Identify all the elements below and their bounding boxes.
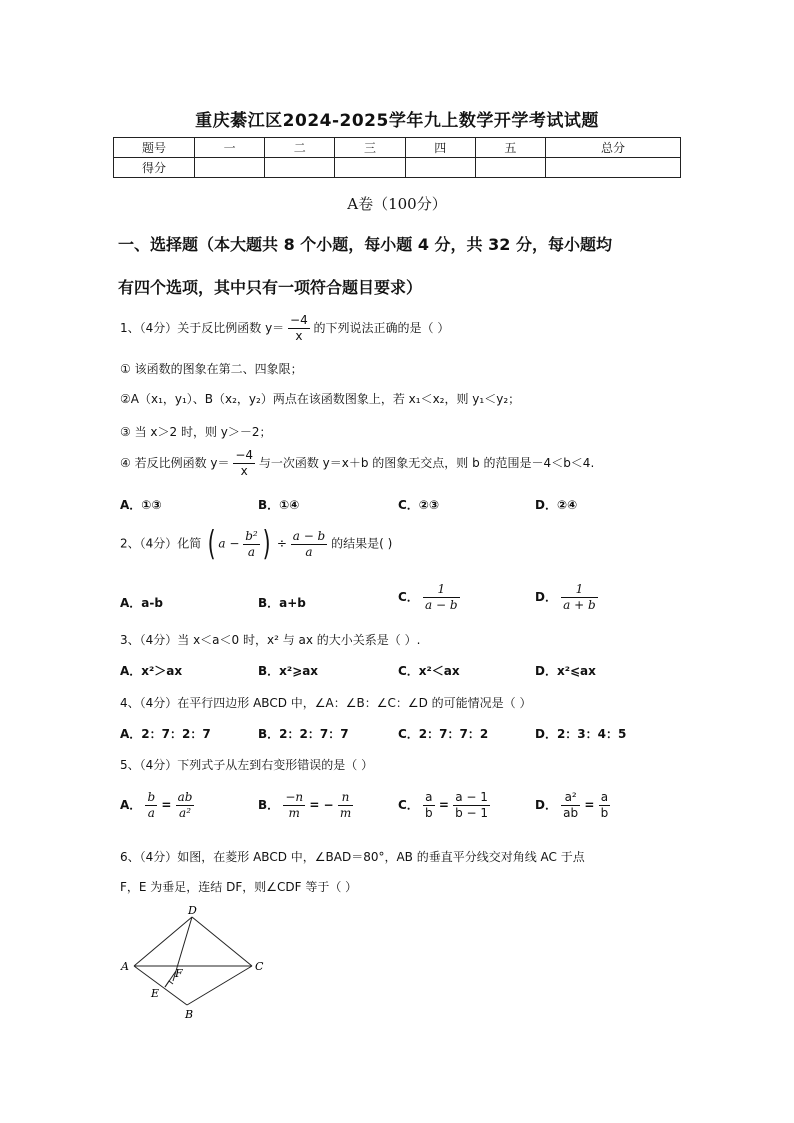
q5-option-c[interactable]: C． $\frac{a}{b}$ = $\frac{a - 1}{b - 1}$ bbox=[398, 790, 488, 820]
q4-option-a[interactable]: A．2：7：2：7 bbox=[120, 727, 211, 741]
section-heading-line2: 有四个选项，其中只有一项符合题目要求） bbox=[118, 278, 423, 297]
q1-statement-4: ④ 若反比例函数 y＝ $\frac{-4}{x}$ 与一次函数 y＝x＋b 的图象无交点，则 b 的范围是－4＜b＜4. bbox=[120, 448, 595, 478]
label-b: B bbox=[185, 1008, 194, 1021]
question-6-line2: F，E 为垂足，连结 DF，则∠CDF 等于（ ） bbox=[120, 880, 358, 894]
label-c: C bbox=[255, 960, 264, 973]
score-cell: 一 bbox=[195, 138, 265, 158]
score-input-cell[interactable] bbox=[475, 158, 545, 178]
label-a: A bbox=[121, 960, 129, 973]
volume-heading: A卷（100分） bbox=[347, 195, 447, 213]
q1-option-d[interactable]: D．②④ bbox=[535, 498, 578, 512]
fraction: $\frac{-4}{x}$ bbox=[290, 313, 308, 343]
score-cell: 四 bbox=[405, 138, 475, 158]
score-input-cell[interactable] bbox=[265, 158, 335, 178]
label-e: E bbox=[151, 987, 160, 1000]
q1-option-b[interactable]: B．①④ bbox=[258, 498, 300, 512]
question-2: 2、（4分）化简 ( a − $\frac{\text{b²}}{a}$ ) ÷ $\frac{a - b}{a}$ 的结果是( ) bbox=[120, 524, 393, 564]
score-cell: 五 bbox=[475, 138, 545, 158]
side-cb bbox=[187, 966, 252, 1005]
q1-statement-2: ②A（x₁，y₁）、B（x₂，y₂）两点在该函数图象上，若 x₁＜x₂，则 y₁＜y₂； bbox=[120, 392, 521, 406]
q2-option-a[interactable]: A．a-b bbox=[120, 596, 163, 610]
fraction: $\frac{\text{b²}}{a}$ bbox=[245, 528, 258, 559]
q4-option-c[interactable]: C．2：7：7：2 bbox=[398, 727, 489, 741]
q2-option-c[interactable]: C． $\frac{1}{a - b}$ bbox=[398, 582, 458, 612]
side-ad bbox=[134, 917, 192, 966]
q4-option-b[interactable]: B．2：2：7：7 bbox=[258, 727, 349, 741]
score-input-cell[interactable] bbox=[546, 158, 681, 178]
q1-option-c[interactable]: C．②③ bbox=[398, 498, 440, 512]
q1-statement-3: ③ 当 x＞2 时，则 y＞－2； bbox=[120, 425, 272, 439]
score-cell: 题号 bbox=[114, 138, 195, 158]
q3-option-a[interactable]: A．x²＞ax bbox=[120, 664, 183, 678]
label-d: D bbox=[188, 905, 197, 917]
score-value-row bbox=[114, 158, 681, 178]
question-4: 4、（4分）在平行四边形 ABCD 中，∠A：∠B：∠C：∠D 的可能情况是（ ） bbox=[120, 696, 532, 710]
score-cell: 总分 bbox=[546, 138, 681, 158]
side-dc bbox=[192, 917, 252, 966]
q2-option-d[interactable]: D． $\frac{1}{a + b}$ bbox=[535, 582, 596, 612]
rhombus-diagram bbox=[115, 905, 275, 1025]
score-table bbox=[113, 137, 681, 178]
q1-option-a[interactable]: A．①③ bbox=[120, 498, 162, 512]
fraction: $\frac{1}{a - b}$ bbox=[425, 582, 458, 612]
q3-option-b[interactable]: B．x²⩾ax bbox=[258, 664, 319, 678]
section-heading-line1: 一、选择题（本大题共 8 个小题，每小题 4 分，共 32 分，每小题均 bbox=[118, 235, 612, 254]
q3-option-c[interactable]: C．x²＜ax bbox=[398, 664, 460, 678]
q2-option-b[interactable]: B．a+b bbox=[258, 596, 306, 610]
fraction: $\frac{a - b}{a}$ bbox=[292, 528, 326, 559]
question-3: 3、（4分）当 x＜a＜0 时，x² 与 ax 的大小关系是（ ）. bbox=[120, 633, 421, 647]
score-cell: 三 bbox=[335, 138, 405, 158]
q3-option-d[interactable]: D．x²⩽ax bbox=[535, 664, 596, 678]
q5-option-d[interactable]: D． $\frac{\text{a²}}{ab}$ = $\frac{a}{b}$ bbox=[535, 790, 609, 820]
score-header-row bbox=[114, 138, 681, 158]
fraction: $\frac{-4}{x}$ bbox=[235, 448, 254, 478]
score-input-cell[interactable] bbox=[335, 158, 405, 178]
label-f: F bbox=[175, 967, 183, 980]
question-1: 1、（4分）关于反比例函数 y＝ $\frac{-4}{x}$ 的下列说法正确的是（ ） bbox=[120, 313, 450, 343]
score-input-cell[interactable] bbox=[195, 158, 265, 178]
question-5: 5、（4分）下列式子从左到右变形错误的是（ ） bbox=[120, 758, 374, 772]
score-cell: 得分 bbox=[114, 158, 195, 178]
question-6-line1: 6、（4分）如图，在菱形 ABCD 中，∠BAD＝80°，AB 的垂直平分线交对角线 AC 于点 bbox=[120, 850, 585, 864]
q5-option-a[interactable]: A． $\frac{b}{a}$ = $\frac{ab}{\text{a²}}$ bbox=[120, 790, 193, 820]
score-input-cell[interactable] bbox=[405, 158, 475, 178]
right-angle-mark bbox=[165, 981, 173, 987]
q1-statement-1: ① 该函数的图象在第二、四象限； bbox=[120, 362, 303, 376]
score-cell: 二 bbox=[265, 138, 335, 158]
fraction: $\frac{1}{a + b}$ bbox=[563, 582, 596, 612]
page-title: 重庆綦江区2024-2025学年九上数学开学考试试题 bbox=[195, 111, 599, 131]
q5-option-b[interactable]: B． $\frac{-n}{m}$ = − $\frac{n}{m}$ bbox=[258, 790, 352, 820]
q4-option-d[interactable]: D．2：3：4：5 bbox=[535, 727, 627, 741]
